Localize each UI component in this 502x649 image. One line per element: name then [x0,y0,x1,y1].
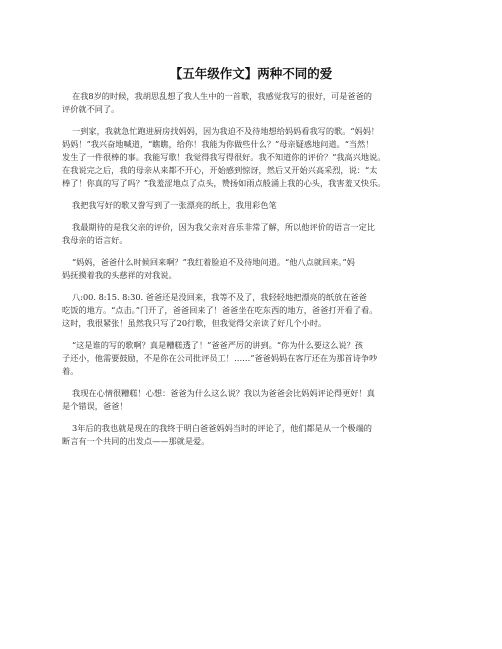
paragraph-line: 我最期待的是我父亲的评价，因为我父亲对音乐非常了解，所以他评价的语言一定比 [72,222,375,232]
paragraph-1 [62,90,444,116]
paragraph-3 [62,199,444,212]
paragraph-line: 断言有一个共同的出发点——那就是爱。 [62,436,210,446]
paragraph-4 [62,221,444,247]
paragraph-line: 这时，我很紧张！虽然我只写了20行歌，但我觉得父亲读了好几个小时。 [62,318,327,328]
paragraph-8 [62,387,444,413]
paragraph-2 [62,125,444,190]
paragraph-line: “妈妈，爸爸什么时候回来啊？”我红着脸迫不及待地问道。“他八点就回来。”妈 [72,257,355,267]
document-title: 【五年级作文】两种不同的爱 [169,66,333,81]
paragraph-line: 八:00. 8:15. 8:30. 爸爸还是没回来，我等不及了，我轻轻地把漂亮的纸放在爸爸 [72,292,367,302]
paragraph-line: 是个错误，爸爸！ [62,401,128,411]
paragraph-line: 妈抚摸着我的头慈祥的对我说。 [62,270,177,280]
paragraph-line: 一到家，我就急忙跑进厨房找妈妈，因为我迫不及待地想给妈妈看我写的歌。“妈妈！ [72,126,380,136]
paragraph-line: 3年后的我也就是现在的我终于明白爸爸妈妈当时的评论了，他们都是从一个极端的 [72,423,372,433]
paragraph-line: 发生了一件很棒的事。我能写歌！我觉得我写得很好。我不知道你的评价？”我高兴地说。 [62,152,386,162]
document-body [62,90,444,457]
paragraph-line: 棒了！你真的写了吗？”我羞涩地点了点头，赞扬如雨点般涌上我的心头，我害羞又快乐。 [62,178,386,188]
paragraph-9 [62,422,444,448]
paragraph-line: 我把我写好的歌又誊写到了一张漂亮的纸上，我用彩色笔 [72,200,277,210]
paragraph-5 [62,256,444,282]
paragraph-line: 子还小，他需要鼓励，不是你在公司批评员工！……”爸爸妈妈在客厅还在为那首诗争吵 [62,353,378,363]
paragraph-6 [62,291,444,330]
paragraph-line: 我现在心情很糟糕！心想：爸爸为什么这么说？我以为爸爸会比妈妈评论得更好！真 [72,388,375,398]
paragraph-line: 着。 [62,366,79,376]
paragraph-line: 在我说完之后，我的母亲从来都不开心，开始感到惊讶，然后又开始兴高采烈，说：“太 [62,165,378,175]
paragraph-line: 在我8岁的时候，我胡思乱想了我人生中的一首歌，我感觉我写的很好，可是爸爸的 [72,91,372,101]
paragraph-line: 评价就不同了。 [62,104,120,114]
paragraph-line: 我母亲的语言好。 [62,235,128,245]
paragraph-7 [62,339,444,378]
paragraph-line: 妈妈！”我兴奋地喊道，“瞧瞧，给你！我能为你做些什么？”母亲疑惑地问道。“当然！ [62,139,374,149]
paragraph-line: 吃饭的地方。“点击。”门开了，爸爸回来了！爸爸坐在吃东西的地方，爸爸打开看了看。 [62,305,378,315]
paragraph-line: “这是谁的写的歌啊？真是糟糕透了！”爸爸严厉的讲到。“你为什么要这么说？孩 [72,340,363,350]
